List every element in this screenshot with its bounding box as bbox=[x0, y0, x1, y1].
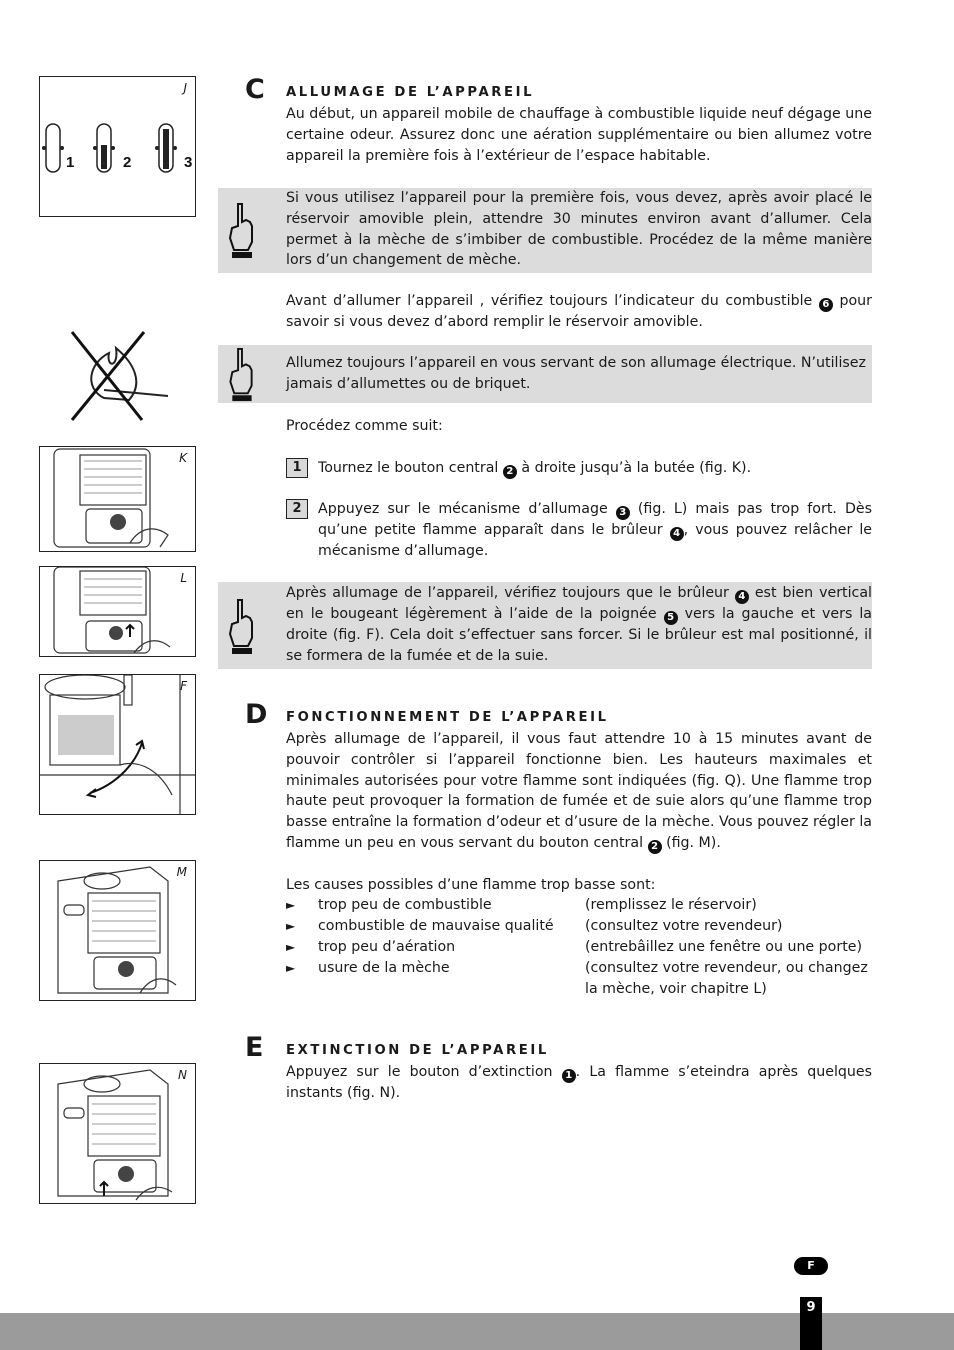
note-text: Si vous utilisez l’appareil pour la première fois, vous devez, après avoir placé le réservoir amovible plein, attendre 30 minutes environ avant d’allumer. Cela permet à la mèche de s’imbiber de combustible. Procédez de la même manière lors d’un changement de mèche. bbox=[286, 190, 872, 269]
ref-number-3: 3 bbox=[616, 506, 630, 520]
step-1-text bbox=[318, 458, 872, 479]
language-badge: F bbox=[794, 1257, 828, 1275]
remedy-text: (remplissez le réservoir) bbox=[585, 897, 757, 913]
note-text: Allumez toujours l’appareil en vous servant de son allumage électrique. N’utilisez jamais d’allumettes ou de briquet. bbox=[286, 355, 866, 392]
note-3-text-c: vers la gauche et vers la droite (fig. F). Cela doit s’effectuer sans forcer. Si le brûleur est mal positionné, il se formera de la fumée et de la suie. bbox=[286, 606, 872, 664]
cause-item bbox=[286, 937, 876, 958]
section-c-check bbox=[286, 291, 872, 333]
figure-l bbox=[39, 566, 196, 657]
section-title-c: ALLUMAGE DE L’APPAREIL bbox=[286, 85, 535, 100]
step-1-text-b: à droite jusqu’à la butée (fig. K). bbox=[521, 460, 752, 476]
section-e-text-a: Appuyez sur le bouton d’extinction bbox=[286, 1064, 553, 1080]
fuel-gauge-illustration bbox=[40, 77, 196, 217]
cause-text: combustible de mauvaise qualité bbox=[318, 918, 554, 934]
remedy-text: (entrebâillez une fenêtre ou une porte) bbox=[585, 939, 863, 955]
ref-number-2: 2 bbox=[503, 465, 517, 479]
check-text-a: Avant d’allumer l’appareil , vérifiez toujours l’indicateur du combustible bbox=[286, 293, 813, 309]
figure-label: N bbox=[178, 1068, 187, 1082]
section-d-body bbox=[286, 729, 872, 854]
figure-f bbox=[39, 674, 196, 815]
flame-adjust-illustration bbox=[40, 861, 196, 1001]
section-title-e: EXTINCTION DE L’APPAREIL bbox=[286, 1043, 549, 1058]
cause-text: trop peu d’aération bbox=[318, 939, 456, 955]
ref-number-5: 5 bbox=[664, 611, 678, 625]
warning-note-3 bbox=[218, 582, 872, 669]
note-text bbox=[286, 583, 872, 667]
section-title-d: FONCTIONNEMENT DE L’APPAREIL bbox=[286, 710, 609, 725]
section-d-text-b: (fig. M). bbox=[666, 834, 721, 851]
remedy-text: (consultez votre revendeur, ou changez la mèche, voir chapitre L) bbox=[585, 960, 868, 997]
step-number-2: 2 bbox=[286, 499, 308, 519]
figure-label: K bbox=[179, 451, 187, 465]
step-1-text-a: Tournez le bouton central bbox=[318, 460, 499, 476]
pointing-hand-icon bbox=[226, 598, 256, 656]
heater-ignition-illustration bbox=[40, 447, 196, 552]
step-2-text-c: , vous pouvez relâcher le mécanisme d’allumage. bbox=[318, 522, 873, 559]
warning-note-1 bbox=[218, 188, 872, 273]
bullet-icon: ► bbox=[286, 898, 296, 912]
figure-label: J bbox=[183, 81, 187, 95]
ref-number-2: 2 bbox=[648, 840, 662, 854]
figure-k bbox=[39, 446, 196, 552]
gauge-label-1: 1 bbox=[66, 154, 75, 171]
bullet-icon: ► bbox=[286, 940, 296, 954]
pointing-hand-icon bbox=[226, 347, 256, 403]
procedure-intro: Procédez comme suit: bbox=[286, 418, 443, 434]
ref-number-6: 6 bbox=[819, 298, 833, 312]
pointing-hand-icon bbox=[226, 202, 256, 260]
cause-item bbox=[286, 958, 876, 1000]
cause-item bbox=[286, 916, 876, 937]
page-number: 9 bbox=[800, 1297, 822, 1350]
section-e-text-b: . La flamme s’eteindra après quelques instants (fig. N). bbox=[286, 1064, 873, 1101]
extinction-illustration bbox=[40, 1064, 196, 1204]
ref-number-4: 4 bbox=[735, 590, 749, 604]
gauge-label-3: 3 bbox=[184, 154, 193, 171]
note-3-text-a: Après allumage de l’appareil, vérifiez toujours que le brûleur bbox=[286, 585, 729, 601]
gauge-label-2: 2 bbox=[123, 154, 132, 171]
section-letter-e: E bbox=[245, 1032, 264, 1063]
cause-text: usure de la mèche bbox=[318, 960, 450, 976]
burner-adjust-illustration bbox=[40, 675, 196, 815]
warning-note-2 bbox=[218, 345, 872, 403]
note-3-text-b: est bien vertical en le bougeant légèrement à l’aide de la poignée bbox=[286, 585, 872, 622]
figure-m bbox=[39, 860, 196, 1001]
section-letter-d: D bbox=[245, 699, 268, 730]
figure-label: M bbox=[176, 865, 187, 879]
step-2-text-a: Appuyez sur le mécanisme d’allumage bbox=[318, 501, 608, 517]
ignition-button-illustration bbox=[40, 567, 196, 657]
remedy-text: (consultez votre revendeur) bbox=[585, 918, 783, 934]
bullet-icon: ► bbox=[286, 919, 296, 933]
figure-label: L bbox=[180, 571, 187, 585]
ref-number-4: 4 bbox=[670, 527, 684, 541]
figure-label: F bbox=[180, 679, 187, 693]
figure-j bbox=[39, 76, 196, 217]
check-text-b: pour savoir si vous devez d’abord remplir le réservoir amovible. bbox=[286, 293, 872, 330]
causes-title: Les causes possibles d’une flamme trop basse sont: bbox=[286, 877, 656, 893]
no-matches-icon bbox=[64, 328, 172, 428]
section-d-text-a: Après allumage de l’appareil, il vous faut attendre 10 à 15 minutes avant de pouvoir contrôler si l’appareil fonctionne bien. Les hauteurs maximales et minimales autorisées pour votre flamme sont indiquées (fig. Q). Une flamme trop haute peut provoquer la formation de fumée et de suie alors qu’une flamme trop basse entraîne la formation d’odeur et d’usure de la mèche. Vous pouvez régler la flamme un peu en vous servant du bouton central bbox=[286, 731, 872, 851]
ref-number-1: 1 bbox=[562, 1069, 576, 1083]
cause-item bbox=[286, 895, 876, 916]
cause-text: trop peu de combustible bbox=[318, 897, 492, 913]
section-c-intro: Au début, un appareil mobile de chauffage à combustible liquide neuf dégage une certaine odeur. Assurez donc une aération supplémentaire ou bien allumez votre appareil la première fois à l’extérieur de l’espace habitable. bbox=[286, 106, 872, 164]
step-2-text-b: (fig. L) mais pas trop fort. Dès qu’une petite flamme apparaît dans le brûleur bbox=[318, 501, 872, 538]
figure-n bbox=[39, 1063, 196, 1204]
bullet-icon: ► bbox=[286, 961, 296, 975]
section-letter-c: C bbox=[245, 74, 265, 105]
section-e-body bbox=[286, 1062, 872, 1104]
step-number-1: 1 bbox=[286, 458, 308, 478]
step-2-text bbox=[318, 499, 872, 562]
